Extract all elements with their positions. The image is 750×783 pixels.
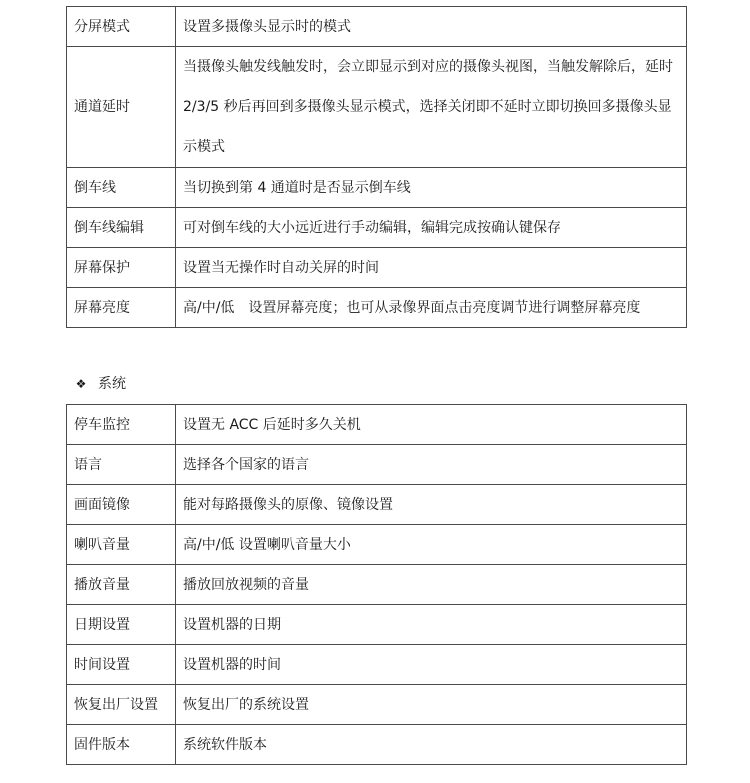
table-row xyxy=(67,565,687,605)
table-row xyxy=(67,405,687,445)
table-row xyxy=(67,645,687,685)
setting-description: 能对每路摄像头的原像、镜像设置 xyxy=(176,485,687,525)
setting-label: 倒车线编辑 xyxy=(67,208,176,248)
setting-label: 时间设置 xyxy=(67,645,176,685)
table-row xyxy=(67,248,687,288)
setting-description: 设置无 ACC 后延时多久关机 xyxy=(176,405,687,445)
setting-description: 设置机器的时间 xyxy=(176,645,687,685)
setting-description: 设置多摄像头显示时的模式 xyxy=(176,7,687,47)
table-row xyxy=(67,485,687,525)
setting-label: 分屏模式 xyxy=(67,7,176,47)
setting-description: 设置当无操作时自动关屏的时间 xyxy=(176,248,687,288)
table-row xyxy=(67,725,687,765)
setting-label: 倒车线 xyxy=(67,168,176,208)
setting-label: 语言 xyxy=(67,445,176,485)
setting-description: 设置机器的日期 xyxy=(176,605,687,645)
setting-label: 屏幕保护 xyxy=(67,248,176,288)
table-row xyxy=(67,7,687,47)
setting-label: 播放音量 xyxy=(67,565,176,605)
setting-description: 恢复出厂的系统设置 xyxy=(176,685,687,725)
setting-label: 固件版本 xyxy=(67,725,176,765)
table-row xyxy=(67,47,687,168)
table-row xyxy=(67,288,687,328)
setting-description: 可对倒车线的大小远近进行手动编辑，编辑完成按确认键保存 xyxy=(176,208,687,248)
table-row xyxy=(67,168,687,208)
display-settings-table xyxy=(66,6,687,328)
setting-label: 停车监控 xyxy=(67,405,176,445)
setting-label: 喇叭音量 xyxy=(67,525,176,565)
setting-description: 当切换到第 4 通道时是否显示倒车线 xyxy=(176,168,687,208)
setting-label: 日期设置 xyxy=(67,605,176,645)
diamond-bullet-icon: ❖ xyxy=(75,377,87,391)
setting-label: 画面镜像 xyxy=(67,485,176,525)
table-row xyxy=(67,605,687,645)
section-title: 系统 xyxy=(98,376,126,392)
setting-description: 高/中/低 设置屏幕亮度；也可从录像界面点击亮度调节进行调整屏幕亮度 xyxy=(176,288,687,328)
setting-description: 播放回放视频的音量 xyxy=(176,565,687,605)
section-heading-system xyxy=(74,374,126,394)
table-row xyxy=(67,208,687,248)
setting-label: 恢复出厂设置 xyxy=(67,685,176,725)
setting-description: 系统软件版本 xyxy=(176,725,687,765)
table-row xyxy=(67,685,687,725)
setting-label: 通道延时 xyxy=(67,47,176,168)
setting-description: 选择各个国家的语言 xyxy=(176,445,687,485)
table-row xyxy=(67,525,687,565)
table-row xyxy=(67,445,687,485)
setting-description: 当摄像头触发线触发时，会立即显示到对应的摄像头视图，当触发解除后，延时 2/3/5 秒后再回到多摄像头显示模式，选择关闭即不延时立即切换回多摄像头显示模式 xyxy=(176,47,687,168)
system-settings-table xyxy=(66,404,687,765)
setting-label: 屏幕亮度 xyxy=(67,288,176,328)
setting-description: 高/中/低 设置喇叭音量大小 xyxy=(176,525,687,565)
